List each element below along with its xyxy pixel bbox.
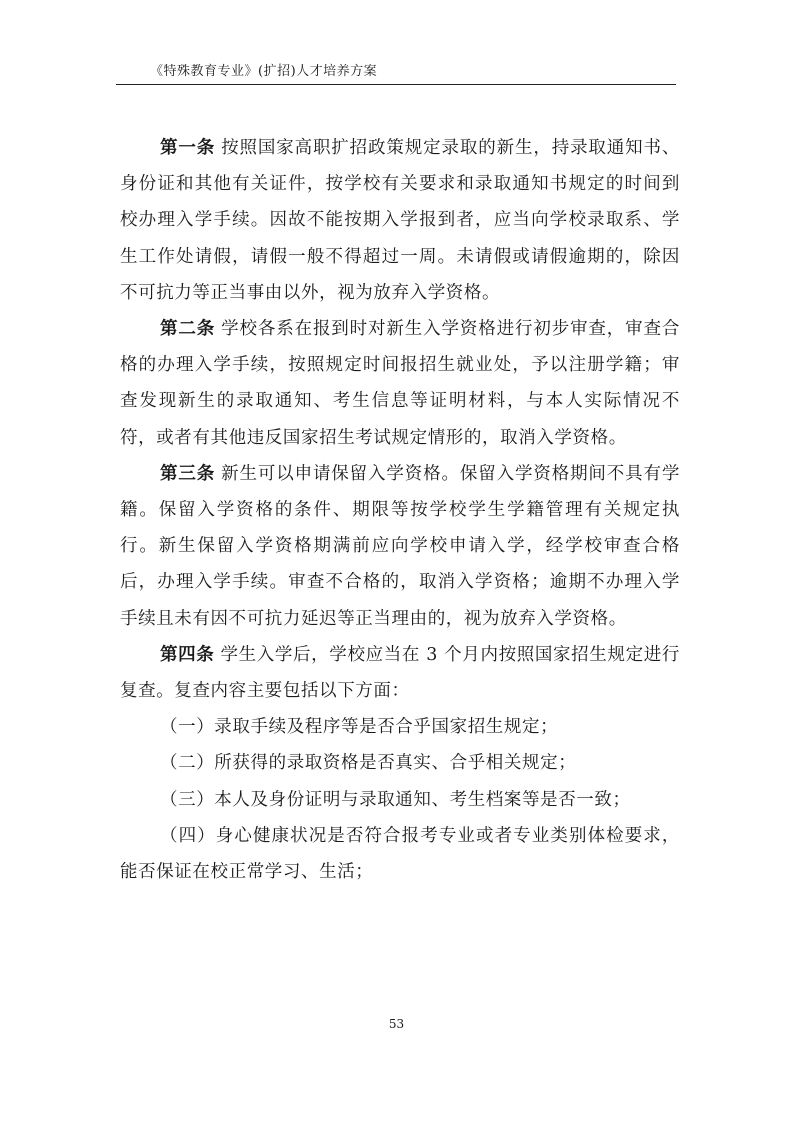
article-3-text: 新生可以申请保留入学资格。保留入学资格期间不具有学籍。保留入学资格的条件、期限等按学校学生学籍管理有关规定执行。新生保留入学资格期满前应向学校申请入学，经学校审查合格后，办理入学手续。审查不合格的，取消入学资格；逾期不办理入学手续且未有因不可抗力延迟等正当理由的，视为放弃入学资格。 [120, 463, 680, 629]
review-item-3: （三）本人及身份证明与录取通知、考生档案等是否一致； [160, 789, 631, 810]
article-2-label: 第二条 [160, 319, 216, 340]
article-2 [120, 311, 680, 456]
article-3-label: 第三条 [160, 463, 216, 484]
article-1 [120, 130, 680, 311]
review-item-2: （二）所获得的录取资格是否真实、合乎相关规定； [160, 753, 577, 774]
page-number: 53 [388, 1017, 405, 1031]
running-header: 《特殊教育专业》(扩招)人才培养方案 [150, 64, 378, 79]
review-item-1: （一）录取手续及程序等是否合乎国家招生规定； [160, 717, 559, 738]
article-3 [120, 456, 680, 637]
header-divider [116, 84, 676, 85]
article-4-text: 学生入学后，学校应当在 3 个月内按照国家招生规定进行复查。复查内容主要包括以下方面： [120, 644, 680, 702]
article-4 [120, 637, 680, 709]
review-item-4: （四）身心健康状况是否符合报考专业或者专业类别体检要求，能否保证在校正常学习、生活； [120, 825, 680, 883]
article-4-label: 第四条 [160, 644, 215, 665]
article-1-text: 按照国家高职扩招政策规定录取的新生，持录取通知书、身份证和其他有关证件，按学校有关要求和录取通知书规定的时间到校办理入学手续。因故不能按期入学报到者，应当向学校录取系、学生工作处请假，请假一般不得超过一周。未请假或请假逾期的，除因不可抗力等正当事由以外，视为放弃入学资格。 [120, 138, 680, 303]
article-1-label: 第一条 [160, 138, 216, 158]
article-2-text: 学校各系在报到时对新生入学资格进行初步审查，审查合格的办理入学手续，按照规定时间报招生就业处，予以注册学籍；审查发现新生的录取通知、考生信息等证明材料，与本人实际情况不符，或者有其他违反国家招生考试规定情形的，取消入学资格。 [120, 319, 680, 448]
document-body [120, 130, 680, 890]
